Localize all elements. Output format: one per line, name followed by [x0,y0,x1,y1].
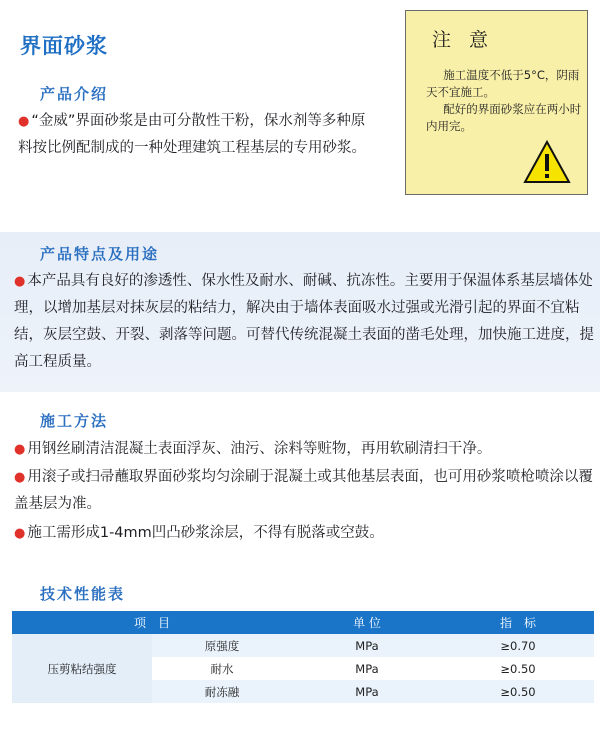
col-header-value: 指 标 [442,611,594,634]
notice-title: 注 意 [432,29,495,51]
notice-line-2: 配好的界面砂浆应在两小时内用完。 [426,102,582,133]
col-header-unit: 单 位 [292,611,442,634]
method-item-3 [14,520,594,547]
notice-box [405,10,588,195]
bullet-icon: ● [14,274,26,289]
spec-heading: 技术性能表 [40,585,126,603]
row-unit: MPa [292,657,442,680]
group-label: 压剪粘结强度 [12,634,152,703]
row-item: 耐冻融 [152,680,292,703]
bullet-icon: ● [14,442,26,457]
spec-table [12,611,594,703]
features-heading: 产品特点及用途 [40,245,160,263]
method-item-text: 用钢丝刷清洁混凝土表面浮灰、油污、涂料等赃物，再用软刷清扫干净。 [27,441,492,457]
features-paragraph [14,268,594,376]
row-unit: MPa [292,680,442,703]
row-value: ≥0.50 [442,680,594,703]
table-row [12,634,594,657]
warning-triangle-icon [522,139,572,185]
method-item-text: 施工需形成1-4mm凹凸砂浆涂层，不得有脱落或空鼓。 [27,525,384,541]
col-header-item: 项 目 [12,611,292,634]
row-value: ≥0.50 [442,657,594,680]
row-value: ≥0.70 [442,634,594,657]
notice-line-1: 施工温度不低于5°C，阴雨天不宜施工。 [426,68,580,99]
bullet-icon: ● [18,114,30,129]
row-item: 耐水 [152,657,292,680]
intro-heading: 产品介绍 [40,85,109,103]
row-item: 原强度 [152,634,292,657]
bullet-icon: ● [14,526,26,541]
method-item-1 [14,436,594,463]
method-heading: 施工方法 [40,412,109,430]
intro-paragraph [18,108,370,162]
method-item-2 [14,464,594,518]
bullet-icon: ● [14,470,26,485]
notice-text [426,67,582,135]
spec-table-header [12,611,594,634]
features-text: 本产品具有良好的渗透性、保水性及耐水、耐碱、抗冻性。主要用于保温体系基层墙体处理，以增加基层对抹灰层的粘结力，解决由于墙体表面吸水过强或光滑引起的界面不宜粘结，灰层空鼓、开裂、剥落等问题。可替代传统混凝土表面的凿毛处理，加快施工进度，提高工程质量。 [14,273,594,370]
page-title: 界面砂浆 [20,34,108,58]
row-unit: MPa [292,634,442,657]
method-item-text: 用滚子或扫帚蘸取界面砂浆均匀涂刷于混凝土或其他基层表面，也可用砂浆喷枪喷涂以覆盖基层为准。 [14,469,593,512]
intro-text: “金威”界面砂浆是由可分散性干粉，保水剂等多种原料按比例配制成的一种处理建筑工程基层的专用砂浆。 [18,113,366,156]
